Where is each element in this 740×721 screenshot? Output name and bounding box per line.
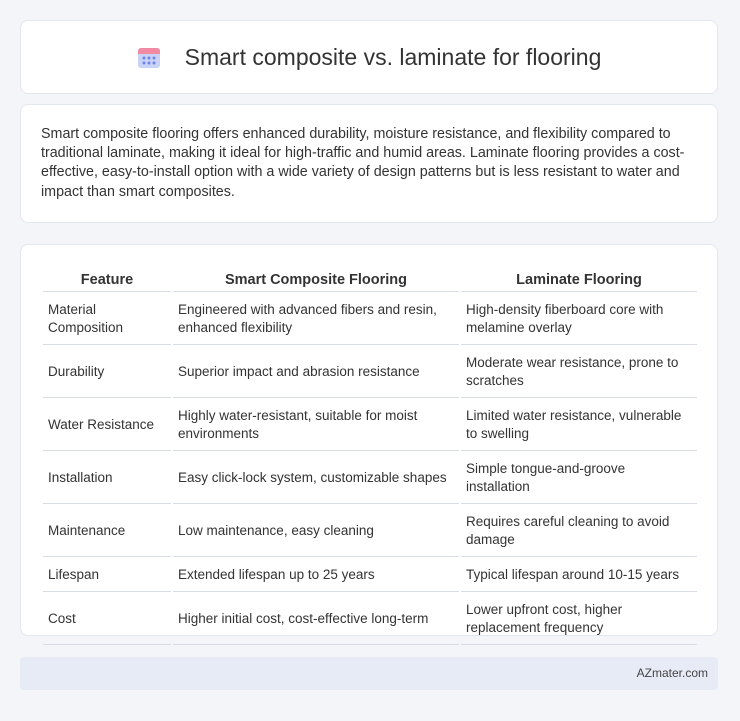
comparison-card [20, 244, 718, 636]
laminate-cell: Typical lifespan around 10-15 years [461, 559, 697, 592]
table-row [43, 294, 697, 345]
table-header-row [43, 267, 697, 292]
calendar-icon [137, 45, 161, 69]
comparison-table [41, 265, 699, 647]
smart-composite-cell: Superior impact and abrasion resistance [173, 347, 459, 398]
intro-text: Smart composite flooring offers enhanced durability, moisture resistance, and flexibility compared to traditional laminate, making it ideal for high-traffic and humid areas. Laminate flooring provides a cost-effective, easy-to-install option with a wide variety of design patterns but is less resistant to water and impact than smart composites. [41, 126, 685, 200]
laminate-cell: Lower upfront cost, higher replacement frequency [461, 594, 697, 645]
table-row [43, 453, 697, 504]
laminate-cell: Limited water resistance, vulnerable to swelling [461, 400, 697, 451]
feature-cell: Cost [43, 594, 171, 645]
table-row [43, 400, 697, 451]
table-row [43, 594, 697, 645]
smart-composite-cell: Low maintenance, easy cleaning [173, 506, 459, 557]
laminate-cell: Simple tongue-and-groove installation [461, 453, 697, 504]
table-row [43, 559, 697, 592]
header-laminate: Laminate Flooring [461, 267, 697, 292]
feature-cell: Material Composition [43, 294, 171, 345]
footer [20, 657, 718, 690]
smart-composite-cell: Highly water-resistant, suitable for moist environments [173, 400, 459, 451]
feature-cell: Lifespan [43, 559, 171, 592]
header-smart-composite: Smart Composite Flooring [173, 267, 459, 292]
feature-cell: Installation [43, 453, 171, 504]
title-card [20, 20, 718, 94]
page-title: Smart composite vs. laminate for flooring [184, 43, 602, 70]
laminate-cell: Requires careful cleaning to avoid damage [461, 506, 697, 557]
laminate-cell: High-density fiberboard core with melamine overlay [461, 294, 697, 345]
smart-composite-cell: Extended lifespan up to 25 years [173, 559, 459, 592]
header-feature: Feature [43, 267, 171, 292]
feature-cell: Water Resistance [43, 400, 171, 451]
smart-composite-cell: Engineered with advanced fibers and resin, enhanced flexibility [173, 294, 459, 345]
table-row [43, 506, 697, 557]
footer-source[interactable]: AZmater.com [636, 666, 708, 680]
table-row [43, 347, 697, 398]
smart-composite-cell: Higher initial cost, cost-effective long-term [173, 594, 459, 645]
feature-cell: Maintenance [43, 506, 171, 557]
feature-cell: Durability [43, 347, 171, 398]
smart-composite-cell: Easy click-lock system, customizable shapes [173, 453, 459, 504]
laminate-cell: Moderate wear resistance, prone to scratches [461, 347, 697, 398]
intro-card [20, 104, 718, 223]
